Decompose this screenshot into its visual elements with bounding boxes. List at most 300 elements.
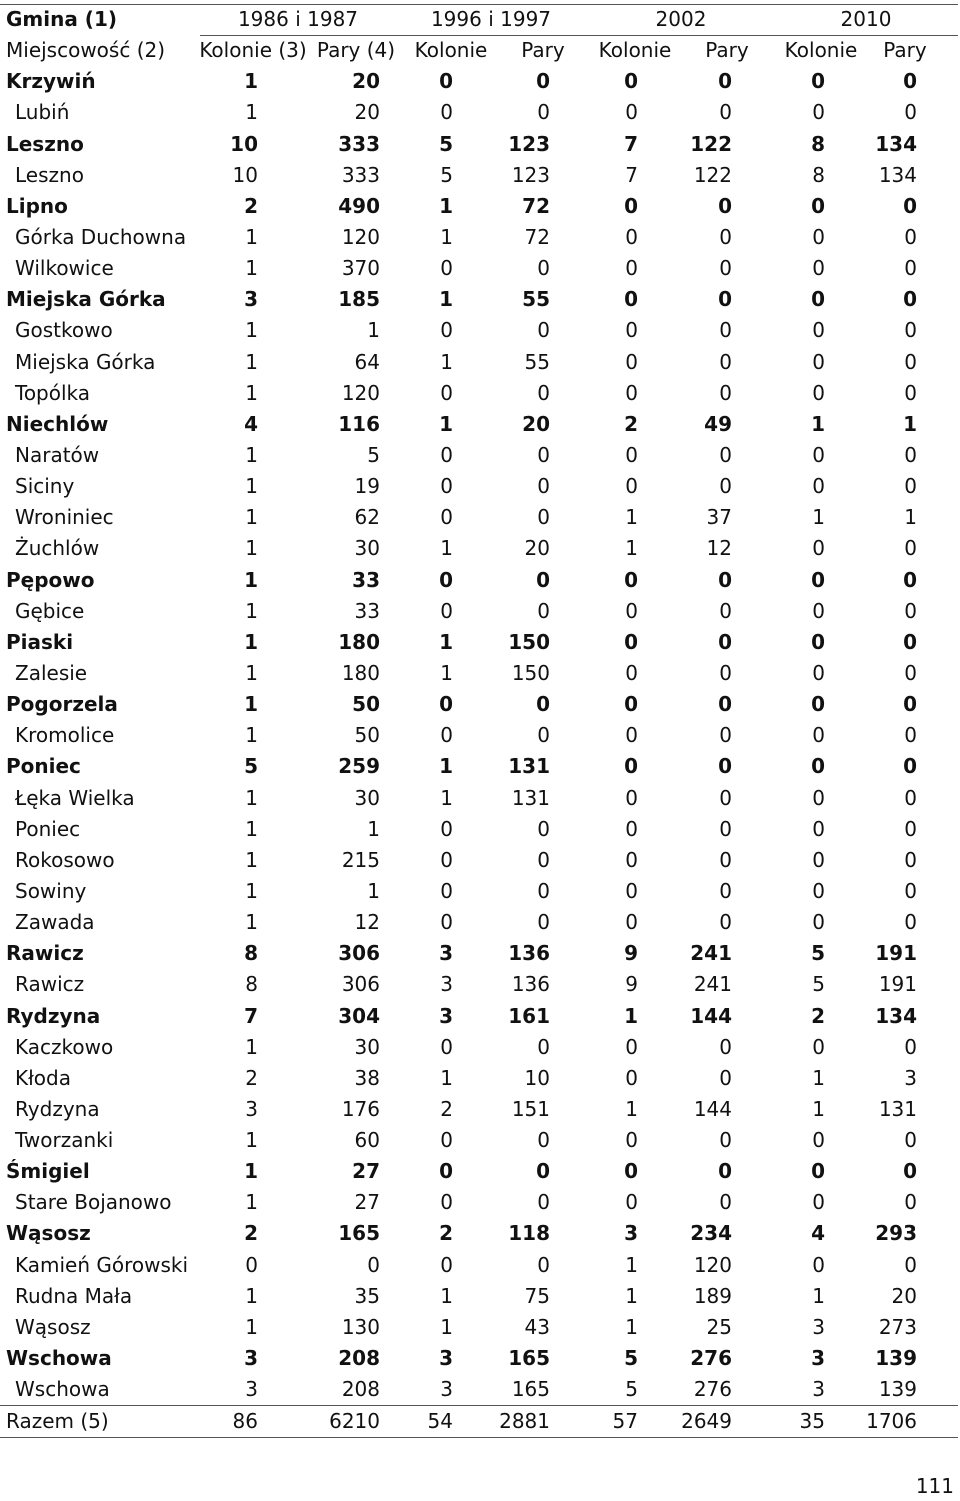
value-cell: 208 [341,1377,380,1402]
value-cell: 1 [244,629,258,654]
locality-name: Wroniniec [15,505,114,530]
value-cell: 3 [244,287,258,312]
value-cell: 19 [354,474,380,499]
value-cell: 234 [690,1221,732,1246]
value-cell: 0 [440,723,453,748]
value-cell: 0 [719,1190,732,1215]
value-cell: 55 [524,349,550,374]
value-cell: 0 [624,692,638,717]
locality-name: Lubiń [15,100,70,125]
locality-row [0,97,958,128]
value-cell: 0 [812,910,825,935]
locality-name: Siciny [15,474,75,499]
value-cell: 0 [811,1159,825,1184]
value-cell: 62 [354,505,380,530]
gmina-row [0,627,958,658]
table-body [0,66,958,1405]
total-cell: 35 [799,1409,825,1434]
value-cell: 1 [812,505,825,530]
value-cell: 0 [537,505,550,530]
value-cell: 1 [440,1314,453,1339]
value-cell: 5 [811,941,825,966]
value-cell: 50 [352,692,380,717]
value-cell: 0 [718,193,732,218]
value-cell: 0 [625,1190,638,1215]
value-cell: 0 [440,442,453,467]
locality-row [0,658,958,689]
value-cell: 136 [511,972,550,997]
value-cell: 1 [625,536,638,561]
value-cell: 1 [625,1096,638,1121]
locality-name: Gostkowo [15,318,113,343]
value-cell: 293 [875,1221,917,1246]
value-cell: 0 [719,816,732,841]
value-cell: 0 [536,567,550,592]
value-cell: 0 [537,878,550,903]
locality-name: Topólka [15,380,91,405]
value-cell: 0 [903,69,917,94]
value-cell: 165 [338,1221,380,1246]
value-cell: 12 [354,910,380,935]
value-cell: 1 [244,69,258,94]
value-cell: 3 [244,1346,258,1371]
value-cell: 0 [537,318,550,343]
value-cell: 0 [624,287,638,312]
locality-row [0,907,958,938]
subcol-header: Pary [705,38,749,63]
locality-row [0,814,958,845]
value-cell: 273 [878,1314,917,1339]
value-cell: 0 [440,847,453,872]
value-cell: 131 [878,1096,917,1121]
value-cell: 1 [439,411,453,436]
value-cell: 1 [245,1314,258,1339]
value-cell: 20 [354,100,380,125]
value-cell: 0 [904,224,917,249]
value-cell: 1 [625,1252,638,1277]
locality-name: Wąsosz [15,1314,91,1339]
value-cell: 0 [812,816,825,841]
total-cell: 2881 [499,1409,550,1434]
value-cell: 2 [439,1221,453,1246]
total-cell: 57 [612,1409,638,1434]
gmina-name: Krzywiń [6,69,96,94]
value-cell: 1 [245,349,258,374]
locality-name: Leszno [15,162,84,187]
value-cell: 10 [232,162,258,187]
locality-row [0,783,958,814]
value-cell: 0 [537,442,550,467]
value-cell: 1 [245,1283,258,1308]
total-cell: 86 [232,1409,258,1434]
value-cell: 0 [812,100,825,125]
locality-name: Kaczkowo [15,1034,114,1059]
value-cell: 0 [718,287,732,312]
value-cell: 134 [878,162,917,187]
value-cell: 2 [811,1003,825,1028]
value-cell: 0 [904,442,917,467]
year-header: 2010 [840,7,892,31]
value-cell: 5 [439,131,453,156]
locality-row [0,876,958,907]
value-cell: 0 [719,878,732,903]
gmina-header: Gmina (1) [6,7,118,31]
value-cell: 0 [625,598,638,623]
value-cell: 0 [904,816,917,841]
value-cell: 1 [245,660,258,685]
subcol-header: Pary (4) [316,38,396,63]
value-cell: 0 [904,380,917,405]
year-header: 1996 i 1997 [430,7,552,31]
value-cell: 1 [812,1096,825,1121]
value-cell: 0 [718,629,732,654]
locality-name: Kamień Górowski [15,1252,189,1277]
value-cell: 0 [904,1128,917,1153]
value-cell: 0 [812,380,825,405]
value-cell: 259 [338,754,380,779]
value-cell: 5 [812,972,825,997]
value-cell: 130 [341,1314,380,1339]
value-cell: 1 [245,442,258,467]
value-cell: 0 [537,816,550,841]
value-cell: 3 [811,1346,825,1371]
value-cell: 3 [624,1221,638,1246]
value-cell: 1 [440,349,453,374]
value-cell: 0 [440,100,453,125]
value-cell: 0 [719,256,732,281]
value-cell: 1 [245,474,258,499]
gmina-row [0,1156,958,1187]
value-cell: 0 [624,629,638,654]
value-cell: 64 [354,349,380,374]
value-cell: 0 [367,1252,380,1277]
value-cell: 0 [903,754,917,779]
gmina-row [0,689,958,720]
value-cell: 8 [812,162,825,187]
value-cell: 30 [354,536,380,561]
value-cell: 2 [244,1221,258,1246]
value-cell: 0 [719,100,732,125]
value-cell: 1 [625,1314,638,1339]
value-cell: 1 [812,1283,825,1308]
value-cell: 20 [522,411,550,436]
value-cell: 0 [537,598,550,623]
value-cell: 180 [338,629,380,654]
value-cell: 0 [625,380,638,405]
value-cell: 1 [440,536,453,561]
value-cell: 55 [522,287,550,312]
subcol-header: Kolonie [598,38,672,63]
value-cell: 1 [440,1283,453,1308]
value-cell: 1 [440,660,453,685]
value-cell: 1 [812,1065,825,1090]
gmina-name: Lipno [6,193,68,218]
value-cell: 20 [352,69,380,94]
value-cell: 120 [341,380,380,405]
value-cell: 1 [367,816,380,841]
value-cell: 0 [812,723,825,748]
value-cell: 1 [367,318,380,343]
value-cell: 0 [812,349,825,374]
value-cell: 5 [440,162,453,187]
locality-name: Tworzanki [15,1128,114,1153]
value-cell: 123 [508,131,550,156]
locality-row [0,222,958,253]
year-header: 2002 [655,7,707,31]
value-cell: 1 [245,878,258,903]
value-cell: 72 [522,193,550,218]
value-cell: 0 [718,692,732,717]
locality-name: Zawada [15,910,95,935]
value-cell: 165 [511,1377,550,1402]
value-cell: 1 [245,598,258,623]
value-cell: 0 [625,224,638,249]
value-cell: 333 [338,131,380,156]
value-cell: 2 [245,1065,258,1090]
value-cell: 43 [524,1314,550,1339]
value-cell: 1 [245,505,258,530]
locality-name: Wschowa [15,1377,110,1402]
value-cell: 0 [440,505,453,530]
value-cell: 0 [719,349,732,374]
value-cell: 0 [624,193,638,218]
gmina-name: Rydzyna [6,1003,101,1028]
value-cell: 0 [811,754,825,779]
value-cell: 0 [719,660,732,685]
locality-name: Kłoda [15,1065,71,1090]
value-cell: 3 [904,1065,917,1090]
value-cell: 0 [625,785,638,810]
value-cell: 1 [245,1190,258,1215]
value-cell: 0 [624,567,638,592]
value-cell: 0 [537,910,550,935]
locality-row [0,1063,958,1094]
value-cell: 0 [719,224,732,249]
locality-row [0,1312,958,1343]
value-cell: 12 [706,536,732,561]
value-cell: 0 [440,474,453,499]
gmina-name: Rawicz [6,941,84,966]
value-cell: 0 [440,1034,453,1059]
value-cell: 0 [811,193,825,218]
value-cell: 1 [245,1034,258,1059]
value-cell: 0 [537,380,550,405]
value-cell: 333 [341,162,380,187]
value-cell: 0 [536,692,550,717]
value-cell: 0 [812,536,825,561]
value-cell: 0 [903,692,917,717]
value-cell: 1 [440,785,453,810]
value-cell: 151 [511,1096,550,1121]
gmina-row [0,938,958,969]
locality-name: Miejska Górka [15,349,156,374]
value-cell: 8 [245,972,258,997]
total-cell: 54 [427,1409,453,1434]
value-cell: 0 [904,474,917,499]
value-cell: 0 [719,910,732,935]
gmina-name: Miejska Górka [6,287,166,312]
value-cell: 0 [903,1159,917,1184]
value-cell: 208 [338,1346,380,1371]
value-cell: 1 [367,878,380,903]
value-cell: 10 [230,131,258,156]
value-cell: 0 [537,256,550,281]
value-cell: 4 [244,411,258,436]
value-cell: 120 [693,1252,732,1277]
gmina-name: Pogorzela [6,692,118,717]
value-cell: 3 [245,1096,258,1121]
value-cell: 30 [354,1034,380,1059]
gmina-row [0,751,958,782]
locality-row [0,533,958,564]
locality-row [0,378,958,409]
locality-name: Gębice [15,598,85,623]
value-cell: 2 [440,1096,453,1121]
value-cell: 1 [439,193,453,218]
locality-row [0,1281,958,1312]
value-cell: 0 [904,536,917,561]
value-cell: 0 [812,1252,825,1277]
value-cell: 1 [245,380,258,405]
gmina-row [0,1343,958,1374]
locality-row [0,1125,958,1156]
value-cell: 139 [878,1377,917,1402]
value-cell: 0 [440,816,453,841]
value-cell: 136 [508,941,550,966]
gmina-row [0,409,958,440]
value-cell: 150 [508,629,550,654]
value-cell: 3 [439,1346,453,1371]
header-row-years [0,4,958,35]
value-cell: 37 [706,505,732,530]
value-cell: 7 [625,162,638,187]
locality-row [0,160,958,191]
value-cell: 0 [625,442,638,467]
value-cell: 0 [440,1190,453,1215]
locality-row [0,253,958,284]
value-cell: 0 [625,256,638,281]
locality-name: Poniec [15,816,81,841]
value-cell: 1 [245,910,258,935]
locality-row [0,969,958,1000]
gmina-row [0,1218,958,1249]
value-cell: 1 [245,816,258,841]
value-cell: 0 [904,1252,917,1277]
value-cell: 131 [511,785,550,810]
value-cell: 0 [812,660,825,685]
value-cell: 0 [812,785,825,810]
value-cell: 8 [244,941,258,966]
value-cell: 0 [718,567,732,592]
locality-row [0,1374,958,1405]
locality-name: Kromolice [15,723,115,748]
gmina-row [0,565,958,596]
value-cell: 0 [625,100,638,125]
value-cell: 123 [511,162,550,187]
value-cell: 33 [352,567,380,592]
value-cell: 25 [706,1314,732,1339]
value-cell: 0 [719,474,732,499]
value-cell: 1 [245,536,258,561]
value-cell: 0 [625,318,638,343]
value-cell: 0 [903,287,917,312]
value-cell: 75 [524,1283,550,1308]
total-row [0,1406,958,1437]
gmina-row [0,284,958,315]
value-cell: 1 [440,224,453,249]
value-cell: 0 [719,1128,732,1153]
gmina-name: Niechlów [6,411,109,436]
value-cell: 3 [440,1377,453,1402]
value-cell: 150 [511,660,550,685]
value-cell: 0 [537,1190,550,1215]
gmina-row [0,191,958,222]
value-cell: 0 [624,1159,638,1184]
value-cell: 1 [439,629,453,654]
locality-name: Rudna Mała [15,1283,133,1308]
value-cell: 304 [338,1003,380,1028]
locality-row [0,315,958,346]
value-cell: 0 [439,69,453,94]
value-cell: 0 [904,100,917,125]
locality-name: Rokosowo [15,847,115,872]
locality-name: Zalesie [15,660,88,685]
value-cell: 191 [878,972,917,997]
miejscowosc-header: Miejscowość (2) [6,38,166,63]
locality-row [0,1187,958,1218]
value-cell: 7 [244,1003,258,1028]
value-cell: 0 [904,785,917,810]
value-cell: 1 [245,723,258,748]
value-cell: 3 [440,972,453,997]
value-cell: 176 [341,1096,380,1121]
value-cell: 0 [904,349,917,374]
value-cell: 215 [341,847,380,872]
value-cell: 0 [812,474,825,499]
value-cell: 20 [891,1283,917,1308]
value-cell: 5 [624,1346,638,1371]
gmina-row [0,66,958,97]
value-cell: 3 [439,941,453,966]
value-cell: 180 [341,660,380,685]
value-cell: 0 [903,567,917,592]
value-cell: 0 [439,692,453,717]
value-cell: 27 [354,1190,380,1215]
value-cell: 1 [245,224,258,249]
locality-name: Wilkowice [15,256,114,281]
value-cell: 1 [903,411,917,436]
gmina-name: Wąsosz [6,1221,91,1246]
value-cell: 50 [354,723,380,748]
locality-row [0,471,958,502]
value-cell: 0 [719,598,732,623]
locality-name: Rydzyna [15,1096,100,1121]
value-cell: 1 [904,505,917,530]
value-cell: 1 [244,567,258,592]
value-cell: 5 [367,442,380,467]
value-cell: 1 [245,318,258,343]
value-cell: 1 [244,1159,258,1184]
value-cell: 116 [338,411,380,436]
gmina-name: Wschowa [6,1346,112,1371]
data-table [0,4,958,1438]
value-cell: 35 [354,1283,380,1308]
value-cell: 0 [440,910,453,935]
value-cell: 0 [625,1128,638,1153]
gmina-row [0,1001,958,1032]
value-cell: 0 [624,69,638,94]
value-cell: 0 [537,847,550,872]
